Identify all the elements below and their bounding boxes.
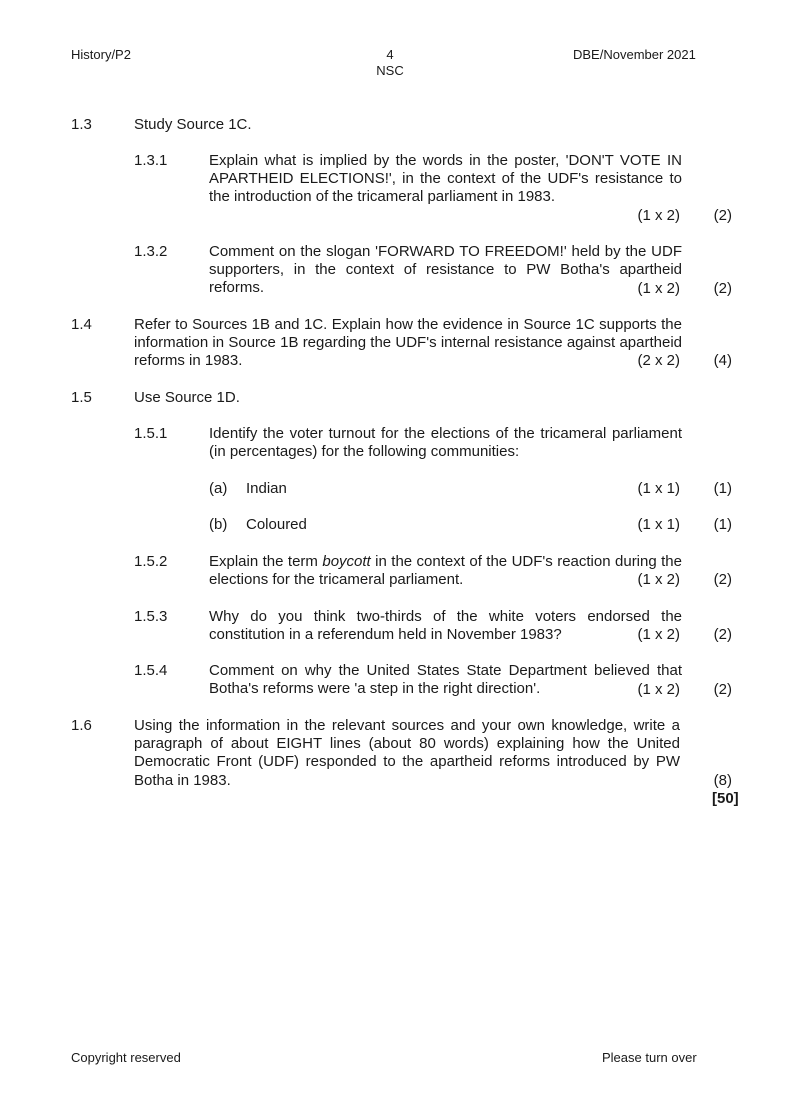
question-marks: (2): [713, 207, 732, 224]
mark-allocation: (1 x 1): [637, 480, 680, 497]
question-text: Explain what is implied by the words in the poster, 'DON'T VOTE IN APARTHEID ELECTIONS!', in the context of the UDF's resistance to the introduction of the tricameral parliament in 1983.: [209, 152, 682, 206]
mark-allocation: (1 x 2): [637, 571, 680, 588]
question-number: 1.5.3: [134, 608, 168, 625]
header-subtitle: NSC: [376, 63, 404, 78]
question-marks: (8): [713, 772, 732, 789]
question-marks: (1): [713, 480, 732, 497]
question-text: Refer to Sources 1B and 1C. Explain how the evidence in Source 1C supports the information in Source 1B regarding the UDF's internal resistance against apartheid reforms in 1983.: [134, 316, 682, 370]
question-text: Study Source 1C.: [134, 116, 252, 133]
mark-allocation: (2 x 2): [637, 352, 680, 369]
footer-turn-over: Please turn over: [602, 1050, 697, 1065]
question-text: Comment on the slogan 'FORWARD TO FREEDOM!' held by the UDF supporters, in the context of resistance to PW Botha's apartheid reforms.: [209, 243, 682, 297]
question-text: Using the information in the relevant sources and your own knowledge, write a paragraph of about EIGHT lines (about 80 words) explaining how the United Democratic Front (UDF) responded to the apartheid reforms introduced by PW Botha in 1983.: [134, 717, 680, 789]
subquestion-text: Indian: [246, 480, 287, 497]
mark-allocation: (1 x 2): [637, 626, 680, 643]
question-text: Comment on why the United States State Department believed that Botha's reforms were 'a step in the right direction'.: [209, 662, 682, 698]
section-total: [50]: [712, 790, 739, 807]
question-marks: (2): [713, 626, 732, 643]
page-number: 4: [386, 47, 394, 62]
question-marks: (2): [713, 571, 732, 588]
subquestion-label: (a): [209, 480, 228, 497]
mark-allocation: (1 x 2): [637, 280, 680, 297]
question-marks: (2): [713, 681, 732, 698]
subquestion-label: (b): [209, 516, 228, 533]
header-subject: History/P2: [71, 47, 131, 62]
question-marks: (4): [713, 352, 732, 369]
question-marks: (1): [713, 516, 732, 533]
question-text: Use Source 1D.: [134, 389, 240, 406]
question-number: 1.5.1: [134, 425, 168, 442]
question-number: 1.5.4: [134, 662, 168, 679]
question-text: Identify the voter turnout for the elections of the tricameral parliament (in percentages) for the following communities:: [209, 425, 682, 461]
question-marks: (2): [713, 280, 732, 297]
question-number: 1.3.1: [134, 152, 168, 169]
question-number: 1.5: [71, 389, 92, 406]
mark-allocation: (1 x 1): [637, 516, 680, 533]
question-text: Explain the term boycott in the context of the UDF's reaction during the elections for the tricameral parliament.: [209, 553, 682, 589]
question-number: 1.5.2: [134, 553, 168, 570]
emphasis-term: boycott: [322, 553, 371, 570]
mark-allocation: (1 x 2): [637, 207, 680, 224]
header-date: DBE/November 2021: [573, 47, 696, 62]
question-number: 1.3: [71, 116, 92, 133]
footer-copyright: Copyright reserved: [71, 1050, 181, 1065]
question-number: 1.4: [71, 316, 92, 333]
question-text: Why do you think two-thirds of the white voters endorsed the constitution in a referendum held in November 1983?: [209, 608, 682, 644]
question-number: 1.6: [71, 717, 92, 734]
mark-allocation: (1 x 2): [637, 681, 680, 698]
subquestion-text: Coloured: [246, 516, 307, 533]
question-number: 1.3.2: [134, 243, 168, 260]
